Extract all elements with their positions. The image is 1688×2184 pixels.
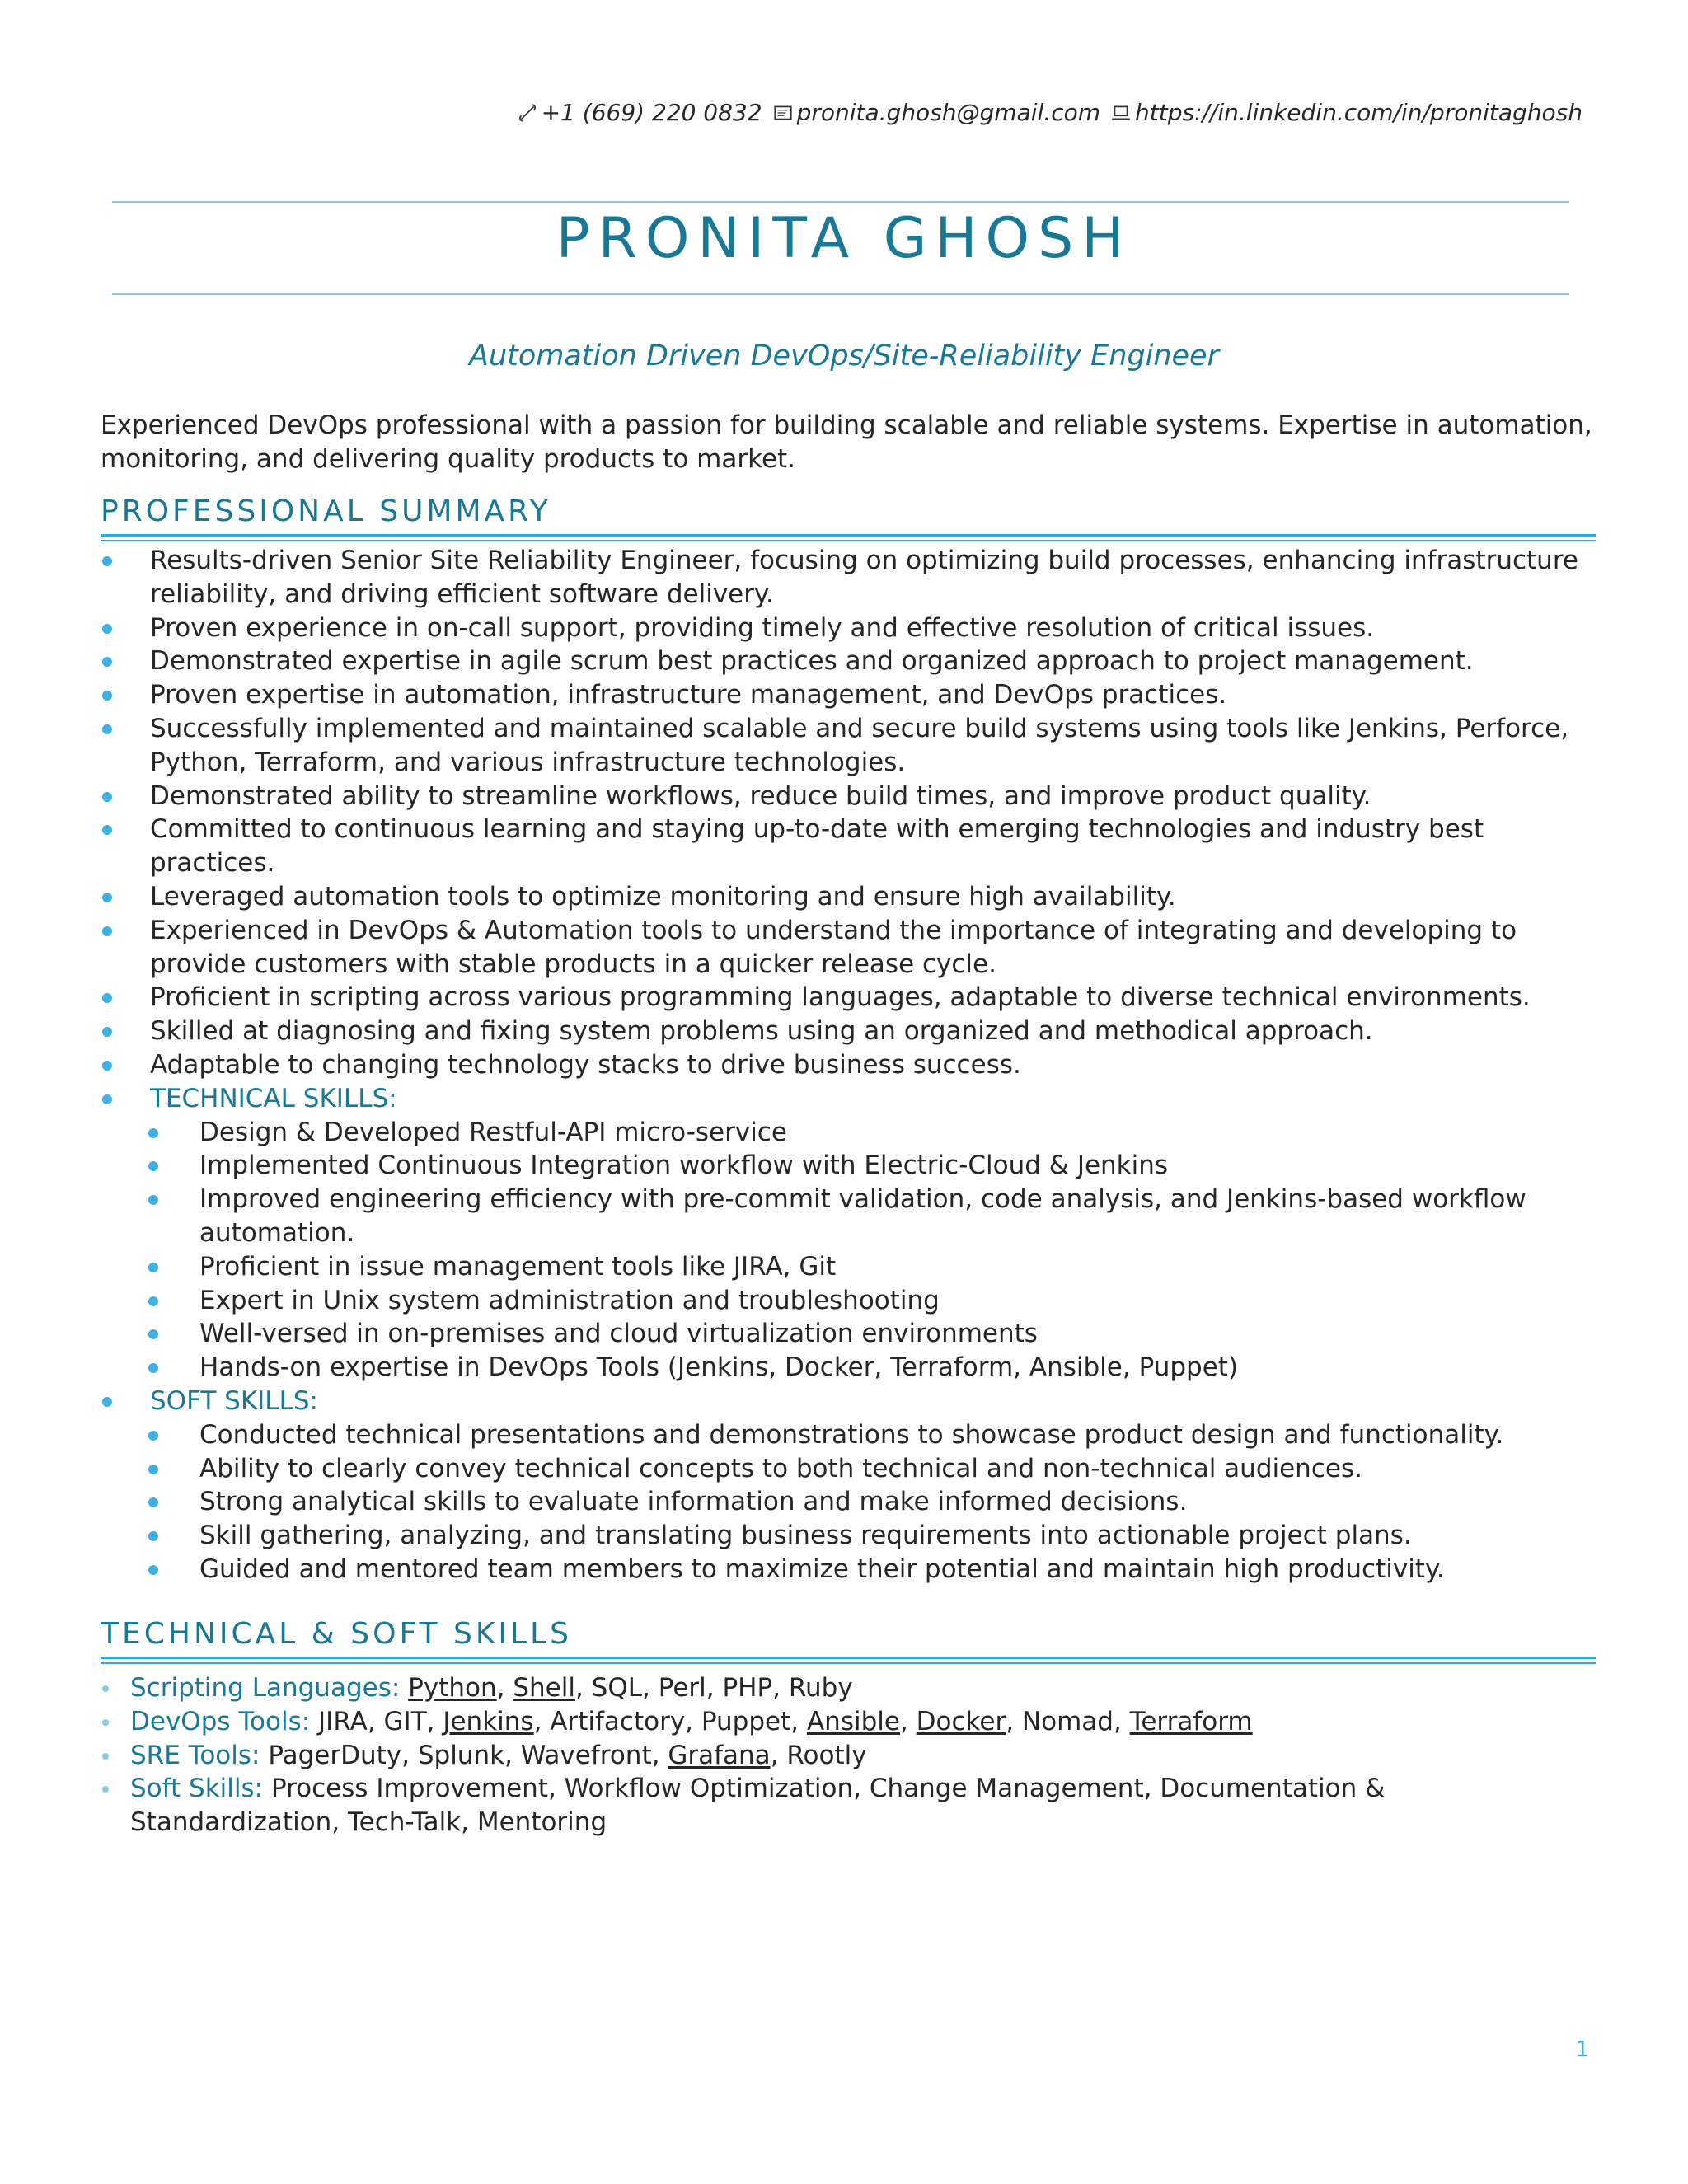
list-item: Leveraged automation tools to optimize monitoring and ensure high availability. xyxy=(101,880,1596,914)
list-item: Ability to clearly convey technical concepts to both technical and non-technical audiences. xyxy=(199,1452,1596,1486)
email-link[interactable]: pronita.ghosh@gmail.com xyxy=(796,99,1100,126)
list-item: Conducted technical presentations and demonstrations to showcase product design and functionality. xyxy=(199,1418,1596,1452)
intro-paragraph: Experienced DevOps professional with a passion for building scalable and reliable systems. Expertise in automation, monitoring, and delivering quality products to market. xyxy=(101,410,1592,474)
soft-skills-label: Soft Skills: xyxy=(130,1774,264,1804)
soft-skills-text: Process Improvement, Workflow Optimization, Change Management, Documentation & Standardization, Tech-Talk, Mentoring xyxy=(130,1774,1386,1838)
bottom-rule xyxy=(112,293,1569,295)
python-link[interactable]: Python xyxy=(408,1673,497,1703)
sre-tools-label: SRE Tools: xyxy=(130,1740,260,1770)
technical-soft-skills-heading: TECHNICAL & SOFT SKILLS xyxy=(101,1617,573,1651)
phone-number[interactable]: +1 (669) 220 0832 xyxy=(541,99,762,126)
list-item: Demonstrated ability to streamline workflows, reduce build times, and improve product quality. xyxy=(101,780,1596,813)
terraform-link[interactable]: Terraform xyxy=(1129,1706,1253,1736)
laptop-icon xyxy=(1110,102,1132,124)
sre-text: PagerDuty, Splunk, Wavefront, xyxy=(260,1740,668,1770)
sre-tools-item xyxy=(101,1739,1596,1773)
page-number: 1 xyxy=(1575,2037,1589,2062)
list-item: Skilled at diagnosing and fixing system problems using an organized and methodical approach. xyxy=(101,1015,1596,1048)
devops-tools-item xyxy=(101,1705,1596,1739)
summary-list xyxy=(101,544,1596,1586)
soft-skills-list xyxy=(150,1418,1596,1586)
devops-text: JIRA, GIT, xyxy=(310,1706,443,1736)
technical-skills-list xyxy=(150,1116,1596,1385)
devops-tools-label: DevOps Tools: xyxy=(130,1706,311,1736)
shell-link[interactable]: Shell xyxy=(513,1673,575,1703)
technical-skills-group xyxy=(101,1082,1596,1385)
list-item: Proven experience in on-call support, providing timely and effective resolution of critical issues. xyxy=(101,612,1596,645)
list-item: Adaptable to changing technology stacks to drive business success. xyxy=(101,1048,1596,1082)
list-item: Demonstrated expertise in agile scrum best practices and organized approach to project management. xyxy=(101,644,1596,678)
candidate-name: PRONITA GHOSH xyxy=(556,206,1132,271)
list-item: Implemented Continuous Integration workflow with Electric-Cloud & Jenkins xyxy=(199,1149,1596,1183)
tagline: Automation Driven DevOps/Site-Reliability Engineer xyxy=(469,340,1219,373)
professional-summary-heading: PROFESSIONAL SUMMARY xyxy=(101,494,551,528)
list-item: Experienced in DevOps & Automation tools to understand the importance of integrating and developing to provide customers with stable products in a quicker release cycle. xyxy=(101,914,1596,982)
email-icon xyxy=(772,102,794,124)
list-item: Improved engineering efficiency with pre-commit validation, code analysis, and Jenkins-based workflow automation. xyxy=(199,1183,1596,1250)
grafana-link[interactable]: Grafana xyxy=(668,1740,771,1770)
linkedin-link[interactable]: https://in.linkedin.com/in/pronitaghosh xyxy=(1135,99,1582,126)
list-item: Successfully implemented and maintained scalable and secure build systems using tools like Jenkins, Perforce, Python, Terraform, and various infrastructure technologies. xyxy=(101,712,1596,780)
list-item: Well-versed in on-premises and cloud virtualization environments xyxy=(199,1317,1596,1351)
phone-contact xyxy=(517,99,762,126)
docker-link[interactable]: Docker xyxy=(916,1706,1006,1736)
separator: , xyxy=(899,1706,917,1736)
soft-skills-group xyxy=(101,1385,1596,1586)
list-item: Results-driven Senior Site Reliability Engineer, focusing on optimizing build processes, enhancing infrastructure reliability, and driving efficient software delivery. xyxy=(101,544,1596,612)
list-item: Proficient in issue management tools like JIRA, Git xyxy=(199,1250,1596,1284)
phone-icon xyxy=(517,102,538,124)
skills-list xyxy=(101,1671,1596,1840)
scripting-languages-item xyxy=(101,1671,1596,1705)
soft-skills-label: SOFT SKILLS: xyxy=(150,1385,318,1416)
list-item: Hands-on expertise in DevOps Tools (Jenkins, Docker, Terraform, Ansible, Puppet) xyxy=(199,1351,1596,1385)
list-item: Proven expertise in automation, infrastructure management, and DevOps practices. xyxy=(101,678,1596,712)
devops-text: , Artifactory, Puppet, xyxy=(533,1706,807,1736)
scripting-languages-label: Scripting Languages: xyxy=(130,1673,401,1703)
list-item: Skill gathering, analyzing, and translating business requirements into actionable project plans. xyxy=(199,1519,1596,1553)
separator: , xyxy=(496,1673,513,1703)
top-rule xyxy=(112,201,1569,203)
section-divider xyxy=(101,534,1596,541)
technical-skills-label: TECHNICAL SKILLS: xyxy=(150,1083,397,1113)
list-item: Strong analytical skills to evaluate information and make informed decisions. xyxy=(199,1485,1596,1519)
list-item: Committed to continuous learning and staying up-to-date with emerging technologies and industry best practices. xyxy=(101,813,1596,880)
jenkins-link[interactable]: Jenkins xyxy=(443,1706,534,1736)
sre-text: , Rootly xyxy=(770,1740,867,1770)
section-divider xyxy=(101,1657,1596,1664)
scripting-rest: , SQL, Perl, PHP, Ruby xyxy=(574,1673,853,1703)
soft-skills-item xyxy=(101,1772,1596,1840)
linkedin-contact xyxy=(1110,99,1582,126)
list-item: Design & Developed Restful-API micro-service xyxy=(199,1116,1596,1150)
list-item: Guided and mentored team members to maximize their potential and maintain high productivity. xyxy=(199,1553,1596,1586)
list-item: Proficient in scripting across various programming languages, adaptable to diverse technical environments. xyxy=(101,981,1596,1015)
email-contact xyxy=(772,99,1100,126)
devops-text: , Nomad, xyxy=(1006,1706,1130,1736)
list-item: Expert in Unix system administration and troubleshooting xyxy=(199,1284,1596,1318)
contact-line xyxy=(510,99,1582,126)
ansible-link[interactable]: Ansible xyxy=(806,1706,900,1736)
